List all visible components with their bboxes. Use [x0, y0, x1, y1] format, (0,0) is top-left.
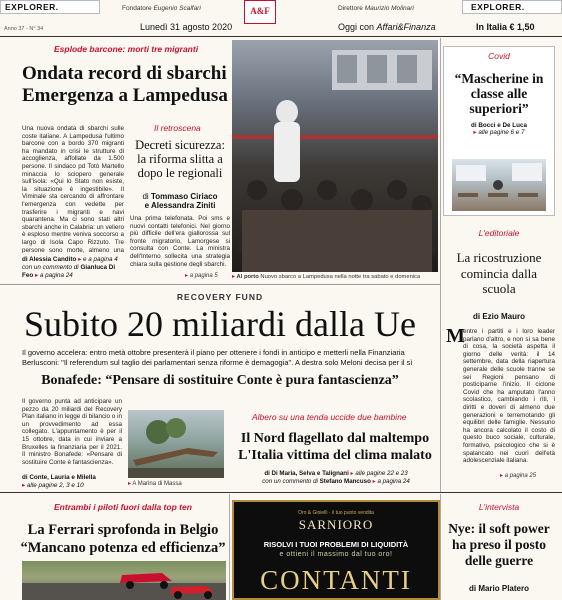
logo-text: A&F [250, 6, 270, 16]
covid-authors: di Bocci e De Luca [471, 122, 527, 129]
advert-line1: RISOLVI I TUOI PROBLEMI DI LIQUIDITÀ [263, 540, 409, 549]
editoriale-dropcap: M [446, 325, 465, 347]
massa-photo[interactable] [128, 410, 224, 478]
recovery-ref: alle pagine 2, 3 e 10 [26, 482, 84, 489]
covid-ref: alle pagine 6 e 7 [478, 129, 525, 136]
arrow-icon: ▸ [372, 478, 376, 485]
advert-big: CONTANTI [260, 565, 412, 595]
intervista-label: L'intervista [478, 502, 520, 512]
migranti-divider [0, 284, 440, 285]
masthead-rule [0, 36, 562, 37]
retroscena-ref [185, 272, 218, 279]
price: In Italia € 1,50 [476, 22, 535, 32]
arrow-icon: ▸ [473, 129, 477, 136]
director-label: Direttore [338, 5, 363, 12]
covid-byline [444, 122, 554, 136]
retroscena-di: di [142, 192, 149, 201]
ferrari-kicker: Entrambi i piloti fuori dalla top ten [54, 502, 192, 512]
issue-number: Anno 37 - N° 34 [4, 26, 44, 32]
ferrari-headline-line2: “Mancano potenza ed efficienza” [20, 540, 226, 556]
covid-box[interactable] [443, 46, 555, 216]
ferrari-headline-line1: La Ferrari sprofonda in Belgio [27, 522, 219, 538]
arrow-icon: ▸ [500, 473, 504, 479]
editoriale-ref [500, 472, 536, 479]
masthead-logo[interactable] [244, 0, 276, 24]
main-photo-lampedusa[interactable] [232, 40, 438, 272]
maltempo-headline[interactable] [230, 430, 440, 464]
top-right-ad[interactable] [462, 0, 562, 14]
column-rule-bottom-left [229, 494, 230, 600]
recovery-byline [22, 474, 126, 490]
ferrari-photo[interactable] [22, 561, 226, 600]
migranti-comment-label: con un commento di [22, 264, 79, 271]
maltempo-kicker: Albero su una tenda uccide due bambine [252, 412, 407, 422]
advert-brand: SARNIORO [298, 517, 374, 532]
retroscena-kicker: Il retroscena [154, 123, 201, 133]
founder-name: Eugenio Scalfari [153, 5, 201, 12]
classroom-photo[interactable] [452, 159, 546, 211]
arrow-icon: ▸ [34, 272, 39, 279]
recovery-authors: di Conte, Lauria e Milella [22, 474, 96, 481]
migranti-headline-line1: Ondata record di sbarchi [22, 63, 227, 84]
retroscena-byline [130, 192, 230, 210]
maltempo-headline-line2: L'Italia vittima del clima malato [238, 448, 432, 463]
massa-illustration [128, 410, 224, 478]
recovery-subhead[interactable]: Bonafede: “Pensare di sostituire Conte è pura fantascienza” [41, 373, 399, 388]
retroscena-author1: Tommaso Ciriaco [150, 192, 218, 201]
recovery-headline[interactable]: Subito 20 miliardi dalla Ue [24, 304, 416, 344]
intervista-headline[interactable]: Nye: il soft power ha preso il posto delle guerre [448, 521, 550, 568]
arrow-icon: ▸ [22, 482, 26, 489]
advert-line2: e ottieni il massimo dal tuo oro! [279, 551, 393, 558]
retroscena-headline[interactable]: Decreti sicurezza: la riforma slitta a dopo le regionali [135, 138, 225, 180]
migranti-headline-line2: Emergenza a Lampedusa [22, 85, 228, 106]
recovery-lead: Il governo accelera: entro metà ottobre presenterà il piano per ottenere i fondi in anticipo e metterli nella Finanziaria Berlusconi: "Il referendum sul taglio dei parlamentari senza riforme è demagogia". A destra solo Meloni decisa per il sì [22, 348, 413, 367]
sarnioro-advert[interactable] [232, 500, 440, 600]
ferrari-headline[interactable] [18, 521, 228, 557]
retroscena-body: Una prima telefonata. Poi sms e nuovi contatti telefonici. Nel giorno più difficile dell'era giallorossa sul fronte migratorio, Lamorgese si consulta con Conte. La ministra dell'Interno sollecita una strategia chiara sulla gestione degli sbarchi. [130, 215, 230, 267]
bottom-divider [0, 492, 562, 493]
massa-caption [128, 480, 182, 487]
migranti-byline[interactable] [22, 256, 126, 280]
editoriale-author: di Ezio Mauro [473, 312, 525, 321]
recovery-label: RECOVERY FUND [176, 292, 264, 302]
arrow-icon: ▸ [78, 256, 82, 263]
supplement-line [338, 22, 436, 32]
main-photo-caption-bold: Al porto [236, 274, 259, 280]
covid-label: Covid [488, 51, 510, 61]
director-name: Maurizio Molinari [364, 5, 414, 12]
main-photo-illustration [232, 40, 438, 272]
main-photo-caption-text: Nuovo sbarco a Lampedusa nella notte tra sabato e domenica [260, 274, 421, 280]
massa-caption-text: A Marina di Massa [132, 481, 182, 487]
classroom-illustration [452, 159, 546, 211]
maltempo-comment-author: Stefano Mancuso [319, 478, 371, 485]
editoriale-ref-text: a pagina 25 [504, 473, 537, 479]
top-left-ad[interactable] [0, 0, 100, 14]
migranti-kicker: Esplode barcone: morti tre migranti [54, 44, 199, 54]
migranti-author: di Alessia Candito [22, 256, 77, 263]
editoriale-headline[interactable]: La ricostruzione comincia dalla scuola [456, 250, 542, 296]
main-photo-caption [232, 274, 440, 280]
arrow-icon: ▸ [185, 273, 189, 279]
ferrari-illustration [22, 561, 226, 600]
retroscena-author2: e Alessandra Ziniti [144, 201, 216, 210]
migranti-comment-ref: a pagina 24 [39, 272, 73, 279]
director-line [338, 5, 414, 12]
maltempo-comment-label: con un commento di [262, 478, 318, 485]
founder-label: Fondatore [122, 5, 152, 12]
issue-date: Lunedì 31 agosto 2020 [140, 22, 233, 32]
maltempo-headline-line1: Il Nord flagellato dal maltempo [240, 431, 430, 446]
arrow-icon: ▸ [128, 481, 132, 487]
top-right-ad-text: EXPLORER. [471, 2, 525, 12]
supplement-title: Affari&Finanza [376, 22, 436, 32]
column-rule-right [440, 38, 441, 492]
migranti-comment-author: Gianluca Di Feo [22, 264, 116, 279]
arrow-icon: ▸ [232, 274, 235, 280]
retroscena-ref-text: a pagina 5 [189, 273, 218, 279]
maltempo-comment-ref: a pagina 24 [377, 478, 410, 485]
maltempo-authors: di Di Maria, Selva e Talignani [264, 470, 349, 477]
supplement-label: Oggi con [338, 22, 375, 32]
covid-headline: “Mascherine in classe alle superiori” [454, 71, 544, 116]
arrow-icon: ▸ [350, 470, 354, 477]
migranti-body: Una nuova ondata di sbarchi sulle coste italiane. A Lampedusa l'ultimo barcone con a bordo 370 migranti ha mandato in crisi le strutture di accoglienza, affollate da 1.500 persone. Il sindaco pd Totò Martello minaccia lo sciopero generale sull'isola: «Qui lo Stato non esiste, la situazione è ingestibile». Il Viminale sta cercando di affrontare l'emergenza con vedette per trasferire i migranti e navi quarantena. Ma ci sono stati altri sbarchi anche in Calabria: un veliero è esploso mentre veniva soccorso a largo di Isola Capo Rizzuto. Tre persone sono morte, almeno una [22, 125, 124, 253]
intervista-author: di Mario Platero [468, 584, 529, 593]
top-left-ad-text: EXPLORER. [5, 2, 59, 12]
maltempo-byline [232, 470, 440, 486]
founder-line [122, 5, 201, 12]
maltempo-ref: alle pagine 22 e 23 [355, 470, 408, 477]
migranti-author-ref: e a pagina 4 [83, 256, 118, 263]
migranti-headline[interactable] [22, 63, 232, 107]
column-rule-bottom-right [440, 494, 441, 600]
editoriale-body: entre i partiti e i loro leader parlano d'altro, e non si sa bene di cosa, la società aspetta il giorno delle verità: il 14 settembre, data della riapertura generale delle scuole tranne se sei Regioni pensano di posticiparne l'inizio. Il ciclone Covid che ha amputato l'anno scolastico, cambiando i riti, i diritti e doveri di almeno due generazioni e terremotando gli equilibri delle famiglie. Nessuno ha ancora calcolato il costo di questo buco sociale, culturale, formativo, psicologico che si è spalancato nei cuori dell'età adolescenziale italiana. [463, 328, 555, 465]
editoriale-label: L'editoriale [478, 228, 520, 238]
recovery-body: Il governo punta ad anticipare un pezzo da 20 miliardi del Recovery Plan italiano in legge di bilancio o in un provvedimento ad essa collegato. L'appuntamento è per il 15 ottobre, data in cui inviare a Bruxelles la finanziaria per il 2021. Il ministro Bonafede: «Pensare di sostituire Conte è fantascienza». [22, 398, 122, 466]
advert-tagline: Oro & Gioielli · il tuo punto vendita [298, 510, 374, 516]
